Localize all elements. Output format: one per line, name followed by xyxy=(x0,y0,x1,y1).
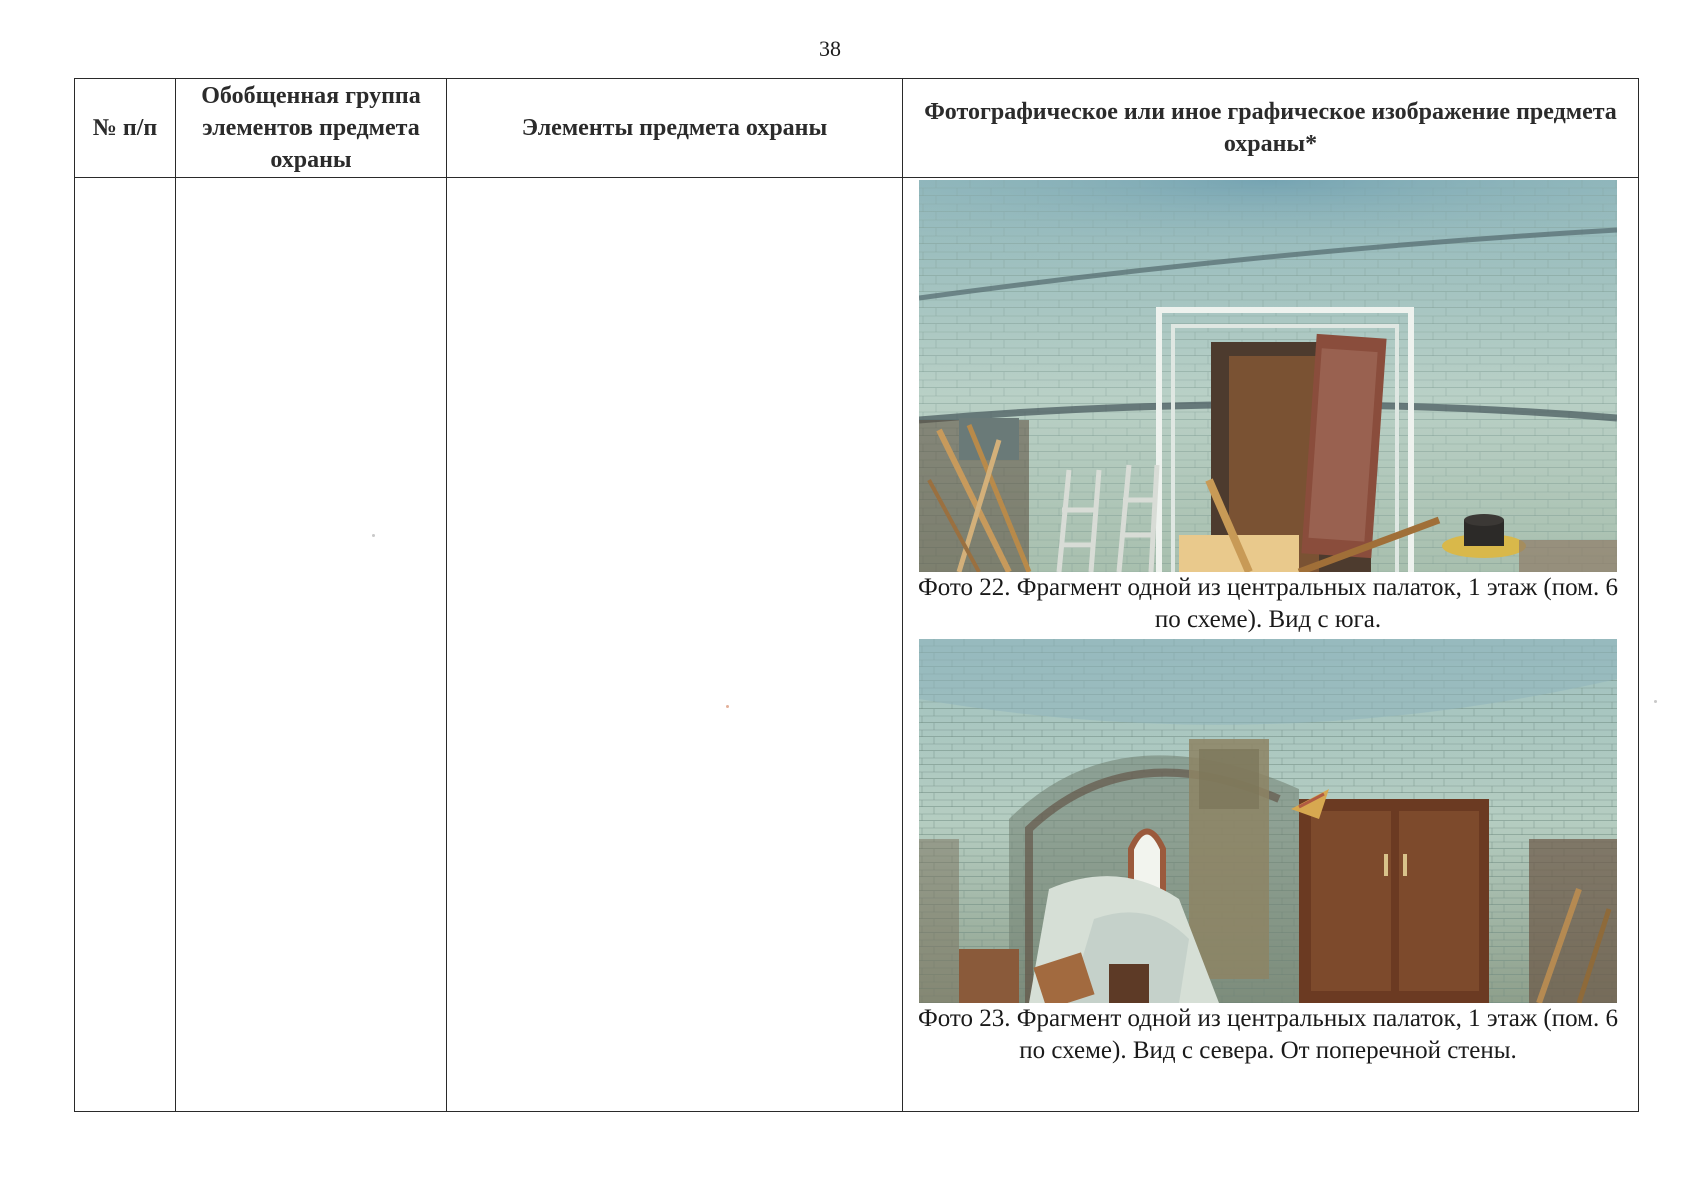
photo-23-caption: Фото 23. Фрагмент одной из центральных палаток, 1 этаж (пом. 6 по схеме). Вид с севера. От поперечной стены. xyxy=(918,1005,1618,1064)
cell-number xyxy=(75,178,176,1112)
header-protection-elements: Элементы предмета охраны xyxy=(447,79,903,178)
scan-speck xyxy=(726,705,729,708)
table-row xyxy=(75,178,1639,1112)
photo-23-image xyxy=(919,639,1617,1003)
cell-photos xyxy=(903,178,1639,1112)
table-header-row xyxy=(75,79,1639,178)
scan-speck xyxy=(1654,700,1657,703)
header-photo-image: Фотографическое или иное графическое изображение предмета охраны* xyxy=(903,79,1639,178)
photo-22-image xyxy=(919,180,1617,572)
photo-22-caption: Фото 22. Фрагмент одной из центральных палаток, 1 этаж (пом. 6 по схеме). Вид с юга. xyxy=(918,574,1618,633)
cell-element-group xyxy=(176,178,447,1112)
header-number: № п/п xyxy=(75,79,176,178)
page-number: 38 xyxy=(819,36,841,61)
cell-protection-elements xyxy=(447,178,903,1112)
scan-speck xyxy=(372,534,375,537)
protection-subject-table xyxy=(74,78,1639,1112)
header-element-group: Обобщенная группа элементов предмета охраны xyxy=(176,79,447,178)
